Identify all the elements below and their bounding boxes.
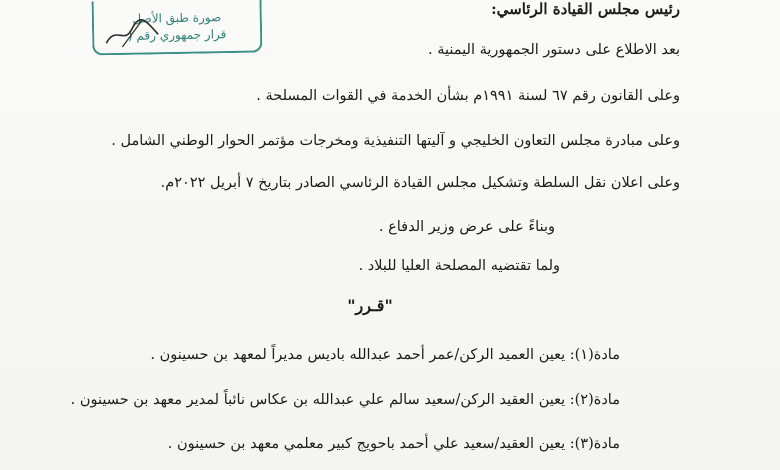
preamble-line-4: وعلى اعلان نقل السلطة وتشكيل مجلس القيادة الرئاسي الصادر بتاريخ ٧ أبريل ٢٠٢٢م. xyxy=(160,175,680,191)
stamp-signature-icon xyxy=(102,14,163,51)
preamble-line-3: وعلى مبادرة مجلس التعاون الخليجي و آليتها التنفيذية ومخرجات مؤتمر الحوار الوطني الشامل . xyxy=(111,133,680,149)
official-stamp xyxy=(92,0,263,55)
document-title: رئيس مجلس القيادة الرئاسي: xyxy=(491,0,680,18)
article-3: مادة(٣): يعين العقيد/سعيد علي أحمد باحويج كبير معلمي معهد بن حسينون . xyxy=(167,436,620,452)
article-1: مادة(١): يعين العميد الركن/عمر أحمد عبدالله باديس مديراً لمعهد بن حسينون . xyxy=(150,347,620,363)
preamble-line-5: وبناءً على عرض وزير الدفاع . xyxy=(378,219,555,235)
decision-heading: "قـرر" xyxy=(347,296,393,315)
stamp-line-1: صورة طبق الأصل xyxy=(132,10,222,26)
preamble-line-2: وعلى القانون رقم ٦٧ لسنة ١٩٩١م بشأن الخدمة في القوات المسلحة . xyxy=(256,88,680,104)
stamp-line-2: قرار جمهوري رقم ( xyxy=(127,27,227,43)
article-2: مادة(٢): يعين العقيد الركن/سعيد سالم علي عبدالله بن عكاس نائباً لمدير معهد بن حسينون . xyxy=(70,392,620,408)
preamble-line-1: بعد الاطلاع على دستور الجمهورية اليمنية . xyxy=(428,42,680,58)
preamble-line-6: ولما تقتضيه المصلحة العليا للبلاد . xyxy=(358,258,560,274)
